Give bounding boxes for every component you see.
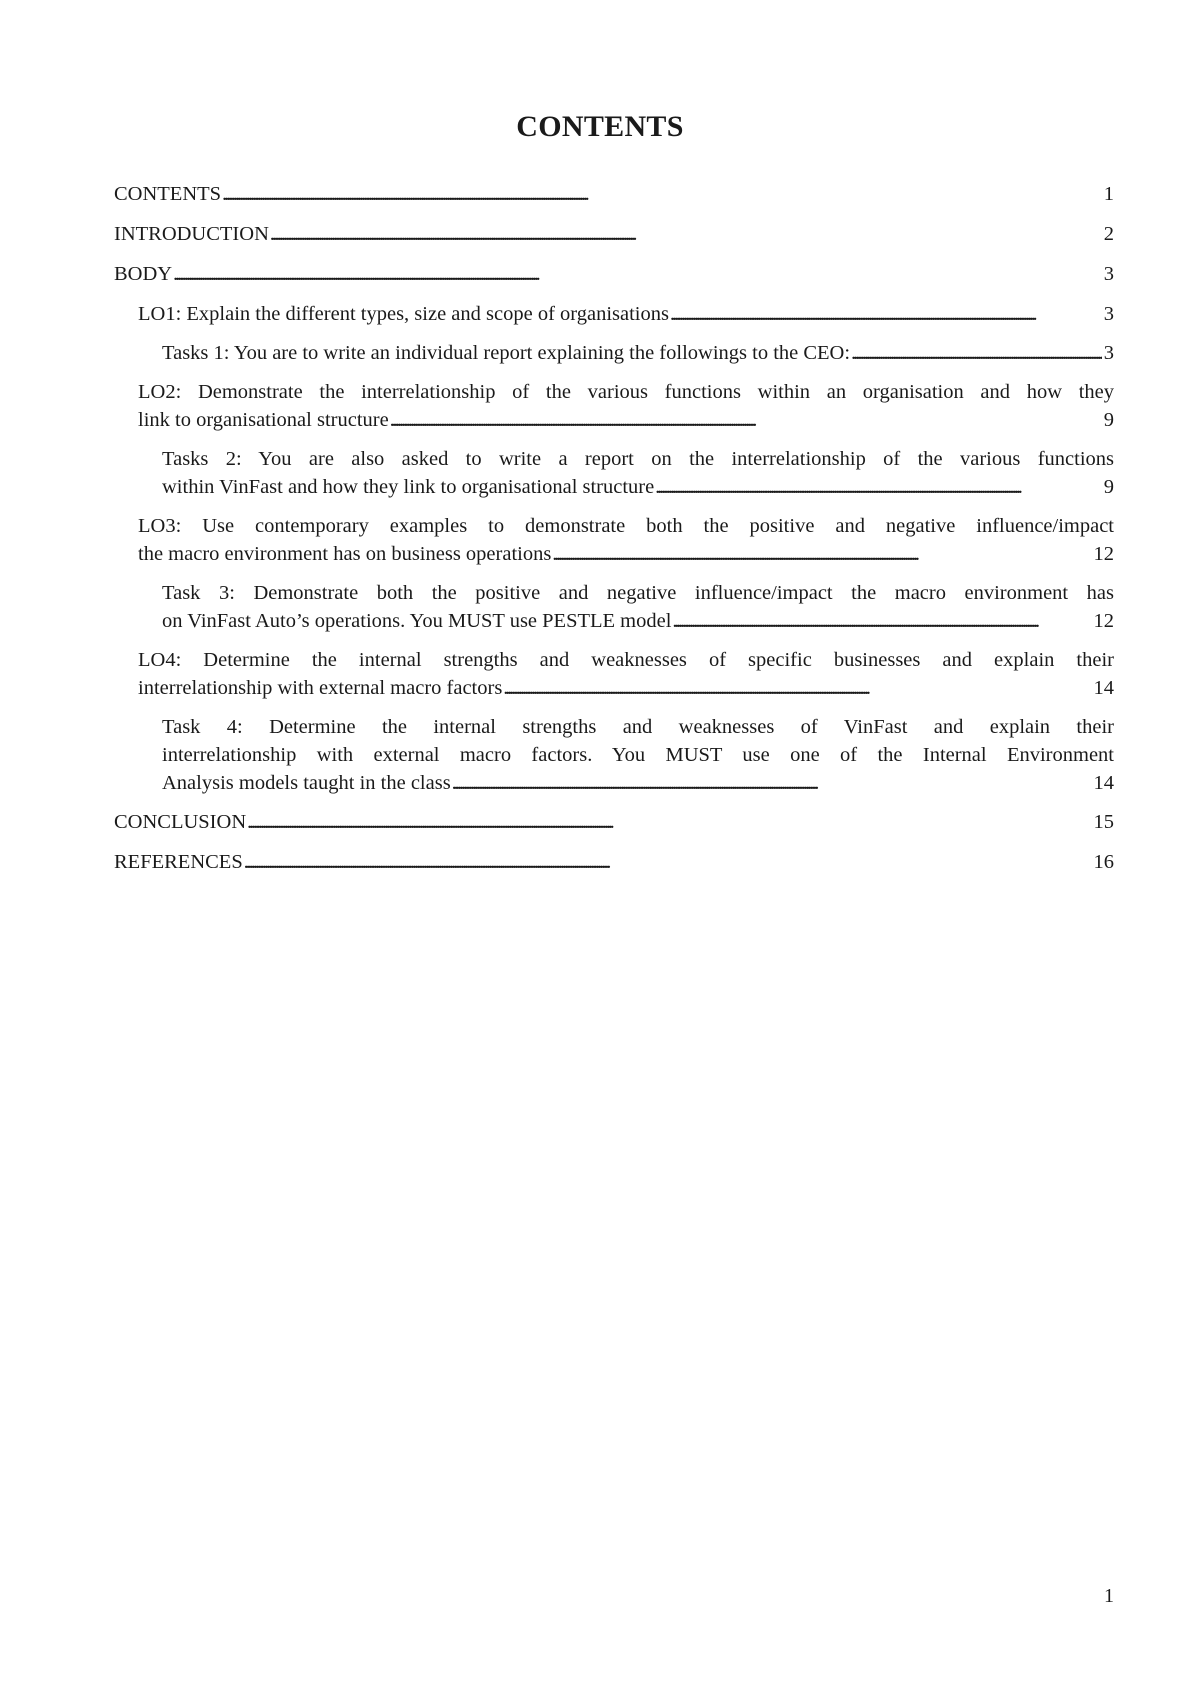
toc-entry-title-line: within VinFast and how they link to organisational structure . . . [162,473,1102,501]
toc-entry-title-line: the macro environment has on business operations . . . [138,540,1092,568]
toc-entry-title: CONCLUSION . . . [114,808,1092,836]
toc-entry-title-line: Task 4: Determine the internal strengths and weaknesses of VinFast and explain their [162,716,1114,738]
toc-entry-page: 12 [1092,607,1115,635]
toc-entry-title-line: LO4: Determine the internal strengths and weaknesses of specific businesses and explain their [138,649,1114,671]
toc-entry-references[interactable] [114,848,1114,876]
toc-entry-title: INTRODUCTION . . . [114,220,1102,248]
page-number: 1 [1104,1585,1114,1607]
table-of-contents [114,180,1114,888]
toc-entry-task3[interactable] [114,579,1114,635]
toc-entry-title-line: Task 3: Demonstrate both the positive and negative influence/impact the macro environment has [162,582,1114,604]
toc-entry-task4[interactable] [114,713,1114,797]
toc-entry-title-line: link to organisational structure . . . [138,406,1102,434]
toc-entry-lo4[interactable] [114,646,1114,702]
toc-entry-body[interactable] [114,260,1114,288]
toc-entry-page: 3 [1102,300,1114,328]
toc-entry-title-line: Analysis models taught in the class . . . [162,769,1092,797]
toc-entry-title-line: on VinFast Auto’s operations. You MUST use PESTLE model . . . [162,607,1092,635]
toc-entry-title-line: interrelationship with external macro factors. You MUST use one of the Internal Environment [162,744,1114,766]
toc-entry-conclusion[interactable] [114,808,1114,836]
toc-entry-title: REFERENCES . . . [114,848,1092,876]
toc-entry-title-line: Tasks 2: You are also asked to write a report on the interrelationship of the various functions [162,448,1114,470]
toc-entry-task2[interactable] [114,445,1114,501]
toc-entry-page: 14 [1092,674,1115,702]
toc-entry-lo1[interactable] [114,300,1114,328]
toc-entry-title: Tasks 1: You are to write an individual report explaining the followings to the CEO: . . . [162,339,1102,367]
toc-entry-page: 16 [1092,848,1115,876]
toc-entry-introduction[interactable] [114,220,1114,248]
toc-entry-page: 1 [1102,180,1114,208]
toc-entry-page: 9 [1102,406,1114,434]
toc-entry-page: 12 [1092,540,1115,568]
toc-entry-title: CONTENTS . . . [114,180,1102,208]
toc-entry-title: BODY . . . [114,260,1102,288]
toc-entry-title: LO1: Explain the different types, size and scope of organisations . . . [138,300,1102,328]
toc-entry-title-line: interrelationship with external macro factors . . . [138,674,1092,702]
toc-entry-lo3[interactable] [114,512,1114,568]
toc-entry-page: 2 [1102,220,1114,248]
toc-entry-lo2[interactable] [114,378,1114,434]
toc-entry-page: 9 [1102,473,1114,501]
toc-entry-page: 3 [1102,339,1114,367]
page-title: CONTENTS [516,110,684,143]
toc-entry-task1[interactable] [114,339,1114,367]
toc-entry-title-line: LO2: Demonstrate the interrelationship of the various functions within an organisation and how they [138,381,1114,403]
toc-entry-page: 3 [1102,260,1114,288]
toc-entry-title-line: LO3: Use contemporary examples to demonstrate both the positive and negative influence/impact [138,515,1114,537]
toc-entry-page: 15 [1092,808,1115,836]
toc-entry-page: 14 [1092,769,1115,797]
toc-entry-contents[interactable] [114,180,1114,208]
